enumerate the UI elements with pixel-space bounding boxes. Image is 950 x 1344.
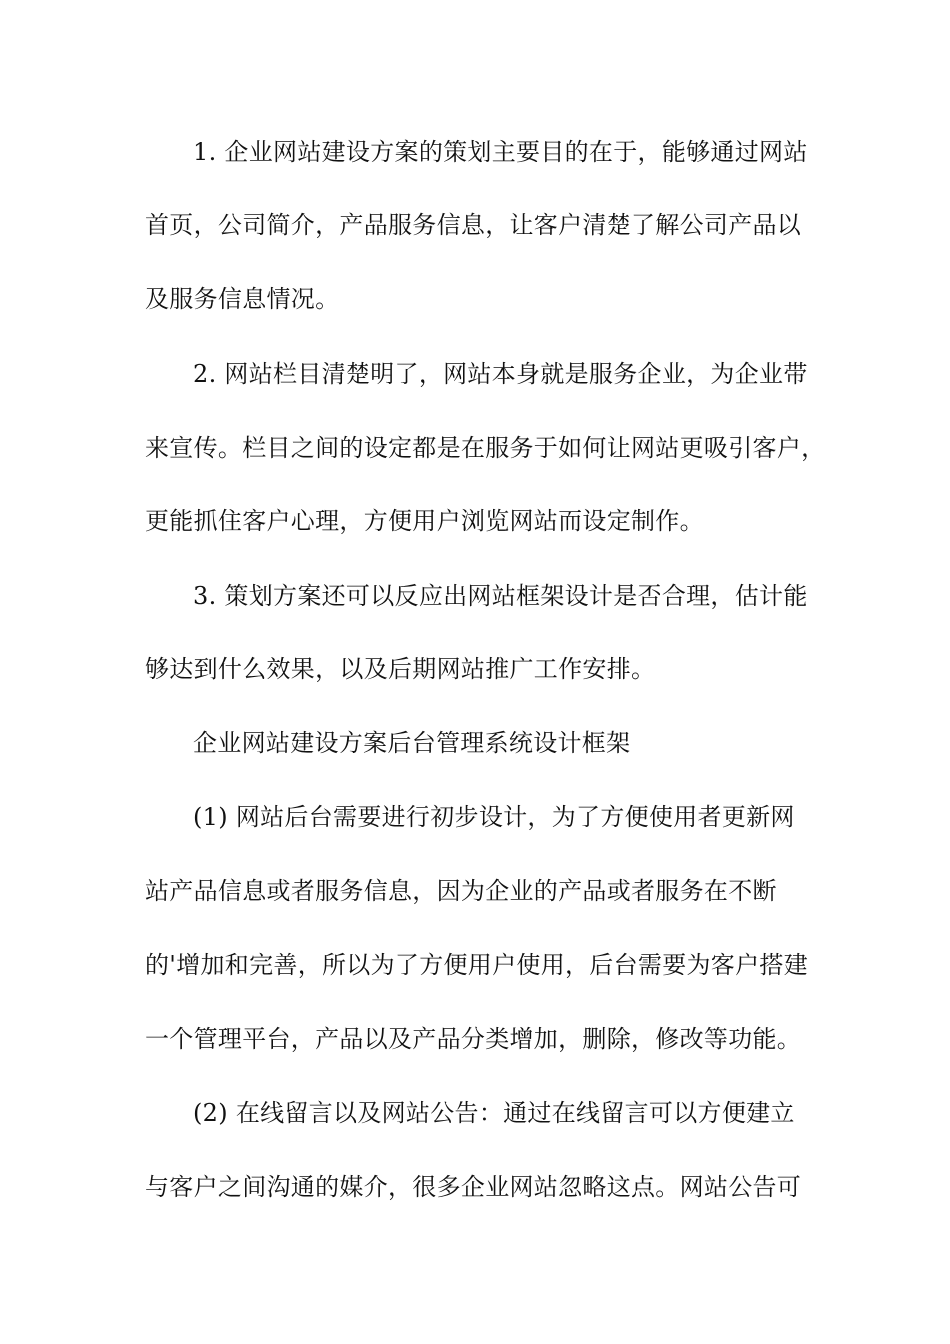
- paragraph-1-line-3: 及服务信息情况。: [145, 285, 340, 313]
- paragraph-5-line-2: 与客户之间沟通的媒介，很多企业网站忽略这点。网站公告可: [145, 1173, 802, 1201]
- paragraph-5-line-1: (2) 在线留言以及网站公告：通过在线留言可以方便建立: [193, 1099, 795, 1127]
- paragraph-4-line-4: 一个管理平台，产品以及产品分类增加，删除，修改等功能。: [145, 1025, 802, 1053]
- paragraph-3-line-1: 3. 策划方案还可以反应出网站框架设计是否合理，估计能: [193, 582, 808, 610]
- paragraph-1-line-2: 首页，公司简介，产品服务信息，让客户清楚了解公司产品以: [145, 211, 802, 239]
- section-heading: 企业网站建设方案后台管理系统设计框架: [193, 729, 631, 757]
- paragraph-2-line-1: 2. 网站栏目清楚明了，网站本身就是服务企业，为企业带: [193, 360, 808, 388]
- paragraph-4-line-2: 站产品信息或者服务信息，因为企业的产品或者服务在不断: [145, 877, 777, 905]
- paragraph-2-line-3: 更能抓住客户心理，方便用户浏览网站而设定制作。: [145, 507, 704, 535]
- paragraph-1-line-1: 1. 企业网站建设方案的策划主要目的在于，能够通过网站: [193, 138, 808, 166]
- paragraph-4-line-1: (1) 网站后台需要进行初步设计，为了方便使用者更新网: [193, 803, 795, 831]
- paragraph-3-line-2: 够达到什么效果，以及后期网站推广工作安排。: [145, 655, 656, 683]
- paragraph-4-line-3: 的'增加和完善，所以为了方便用户使用，后台需要为客户搭建: [145, 951, 808, 979]
- paragraph-2-line-2: 来宣传。栏目之间的设定都是在服务于如何让网站更吸引客户，: [145, 434, 826, 462]
